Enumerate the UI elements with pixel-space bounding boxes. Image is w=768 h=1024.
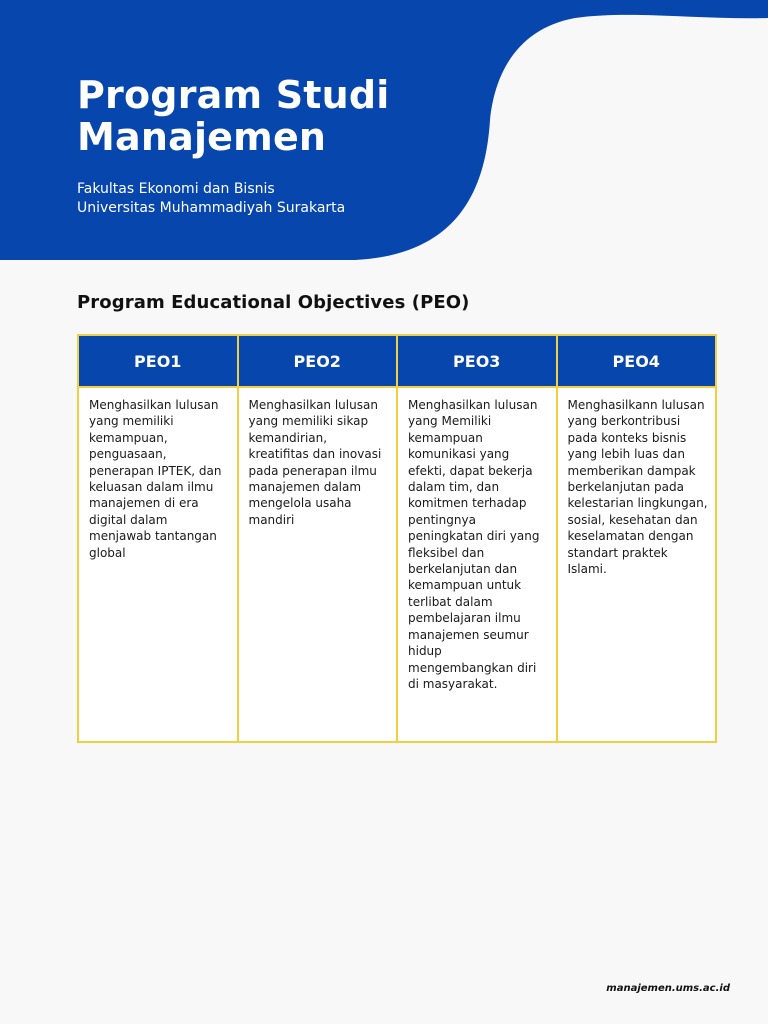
title-line-1: Program Studi: [77, 73, 390, 117]
institution-info: [77, 180, 345, 218]
peo4-description: Menghasilkann lulusan yang berkontribusi pada konteks bisnis yang lebih luas dan memberikan dampak berkelanjutan pada kelestarian lingkungan, sosial, kesehatan dan keselamatan dengan standart praktek Islami.: [557, 387, 717, 742]
peo2-header: PEO2: [238, 335, 398, 387]
title-line-2: Manajemen: [77, 115, 327, 159]
peo1-description: Menghasilkan lulusan yang memiliki kemampuan, penguasaan, penerapan IPTEK, dan keluasan dalam ilmu manajemen di era digital dalam menjawab tantangan global: [78, 387, 238, 742]
faculty-name: Fakultas Ekonomi dan Bisnis: [77, 181, 275, 197]
section-heading: Program Educational Objectives (PEO): [77, 292, 470, 313]
peo4-header: PEO4: [557, 335, 717, 387]
peo2-description: Menghasilkan lulusan yang memiliki sikap kemandirian, kreatifitas dan inovasi pada penerapan ilmu manajemen dalam mengelola usaha mandiri: [238, 387, 398, 742]
peo3-header: PEO3: [397, 335, 557, 387]
peo3-description: Menghasilkan lulusan yang Memiliki kemampuan komunikasi yang efekti, dapat bekerja dalam tim, dan komitmen terhadap pentingnya peningkatan diri yang fleksibel dan berkelanjutan dan kemampuan untuk terlibat dalam pembelajaran ilmu manajemen seumur hidup mengembangkan diri di masyarakat.: [397, 387, 557, 742]
footer-website-url: manajemen.ums.ac.id: [606, 983, 730, 994]
table-row: [78, 387, 716, 742]
peo-table: [77, 334, 717, 743]
university-name: Universitas Muhammadiyah Surakarta: [77, 200, 346, 216]
table-header-row: [78, 335, 716, 387]
page-title: [77, 74, 390, 158]
peo1-header: PEO1: [78, 335, 238, 387]
